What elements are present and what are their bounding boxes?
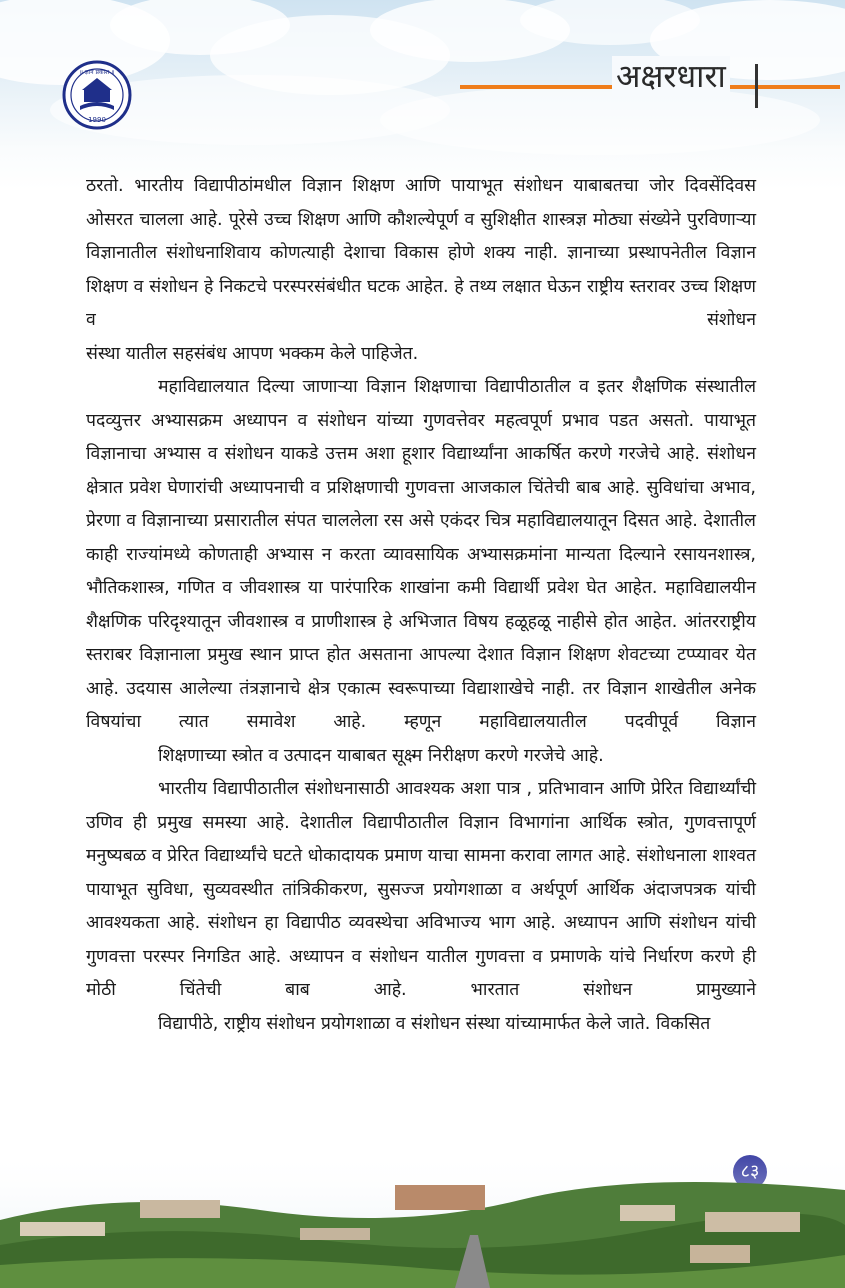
paragraph-2-text: महाविद्यालयात दिल्या जाणाऱ्या विज्ञान शिक्षणाचा विद्यापीठातील व इतर शैक्षणिक संस्थातील पदव्युत्तर अभ्यासक्रम अध्यापन व संशोधन यांच्या गुणवत्तेवर महत्वपूर्ण प्रभाव पडत असतो. पायाभूत विज्ञानाचा अभ्यास व संशोधन याकडे उत्तम अशा हूशार विद्यार्थ्यांना आकर्षित करणे गरजेचे आहे. संशोधन क्षेत्रात प्रवेश घेणारांची अध्यापनाची व प्रशिक्षणाची गुणवत्ता आजकाल चिंतेची बाब आहे. सुविधांचा अभाव, प्रेरणा व विज्ञानाच्या प्रसारातील संपत चाललेला रस असे एकंदर चित्र महाविद्यालयातून दिसत आहे. देशातील काही राज्यांमध्ये कोणताही अभ्यास न करता व्यावसायिक अभ्यासक्रमांना मान्यता दिल्याने रसायनशास्त्र, भौतिकशास्त्र, गणित व जीवशास्त्र या पारंपारिक शाखांना कमी विद्यार्थी प्रवेश घेत आहेत. महाविद्यालयीन शैक्षणिक परिदृश्यातून जीवशास्त्र व प्राणीशास्त्र हे अभिजात विषय हळूहळू नाहीसे होत आहेत. आंतरराष्ट्रीय स्तराबर विज्ञानाला प्रमुख स्थान प्राप्त होत असताना आपल्या देशात विज्ञान शिक्षण शेवटच्या टप्प्यावर येत आहे. उदयास आलेल्या तंत्रज्ञानाचे क्षेत्र एकात्म स्वरूपाच्या विद्याशाखेचे नाही. तर विज्ञान शाखेतील अनेक विषयांचा त्यात समावेश आहे. म्हणून महाविद्यालयातील पदवीपूर्व विज्ञान xyxy=(86,377,756,732)
article-body xyxy=(86,170,756,1041)
paragraph-1 xyxy=(86,170,756,371)
paragraph-2-last-line: शिक्षणाच्या स्त्रोत व उत्पादन याबाबत सूक्ष्म निरीक्षण करणे गरजेचे आहे. xyxy=(158,745,604,766)
logo-arc-text: ॥ ज्ञान प्रकाश ॥ xyxy=(79,69,115,76)
paragraph-1-text: ठरतो. भारतीय विद्यापीठांमधील विज्ञान शिक्षण आणि पायाभूत संशोधन याबाबतचा जोर दिवसेंदिवस ओसरत चालला आहे. पूरेसे उच्च शिक्षण आणि कौशल्येपूर्ण व सुशिक्षीत शास्त्रज्ञ मोठ्या संख्येने पुरविणाऱ्या विज्ञानातील संशोधनाशिवाय कोणत्याही देशाचा विकास होणे शक्य नाही. ज्ञानाच्या प्रस्थापनेतील विज्ञान शिक्षण व संशोधन हे निकटचे परस्परसंबंधीत घटक आहेत. हे तथ्य लक्षात घेऊन राष्ट्रीय स्तरावर उच्च शिक्षण व संशोधन xyxy=(86,176,756,330)
masthead-title: अक्षरधारा xyxy=(612,56,730,96)
logo-year: 1990 xyxy=(88,116,106,124)
paragraph-3 xyxy=(86,773,756,1041)
paragraph-3-last-line: विद्यापीठे, राष्ट्रीय संशोधन प्रयोगशाळा व संशोधन संस्था यांच्यामार्फत केले जाते. विकसित xyxy=(158,1013,711,1034)
paragraph-2 xyxy=(86,371,756,773)
masthead-divider xyxy=(755,64,758,108)
university-logo xyxy=(62,60,132,130)
paragraph-1-last-line: संस्था यातील सहसंबंध आपण भक्कम केले पाहिजेत. xyxy=(86,343,419,364)
campus-landscape-image xyxy=(0,1150,845,1288)
paragraph-3-text: भारतीय विद्यापीठातील संशोधनासाठी आवश्यक अशा पात्र , प्रतिभावान आणि प्रेरित विद्यार्थ्यांची उणिव ही प्रमुख समस्या आहे. देशातील विद्यापीठातील विज्ञान विभागांना आर्थिक स्त्रोत, गुणवत्तापूर्ण मनुष्यबळ व प्रेरित विद्यार्थ्यांचे घटते धोकादायक प्रमाण याचा सामना करावा लागत आहे. संशोधनाला शाश्वत पायाभूत सुविधा, सुव्यवस्थीत तांत्रिकीकरण, सुसज्ज प्रयोगशाळा व अर्थपूर्ण आर्थिक अंदाजपत्रक यांची आवश्यकता आहे. संशोधन हा विद्यापीठ व्यवस्थेचा अविभाज्य भाग आहे. अध्यापन आणि संशोधन यांची गुणवत्ता परस्पर निगडित आहे. अध्यापन व संशोधन यातील गुणवत्ता व प्रमाणके यांचे निर्धारण करणे ही मोठी चिंतेची बाब आहे. भारतात संशोधन प्रामुख्याने xyxy=(86,779,756,1000)
